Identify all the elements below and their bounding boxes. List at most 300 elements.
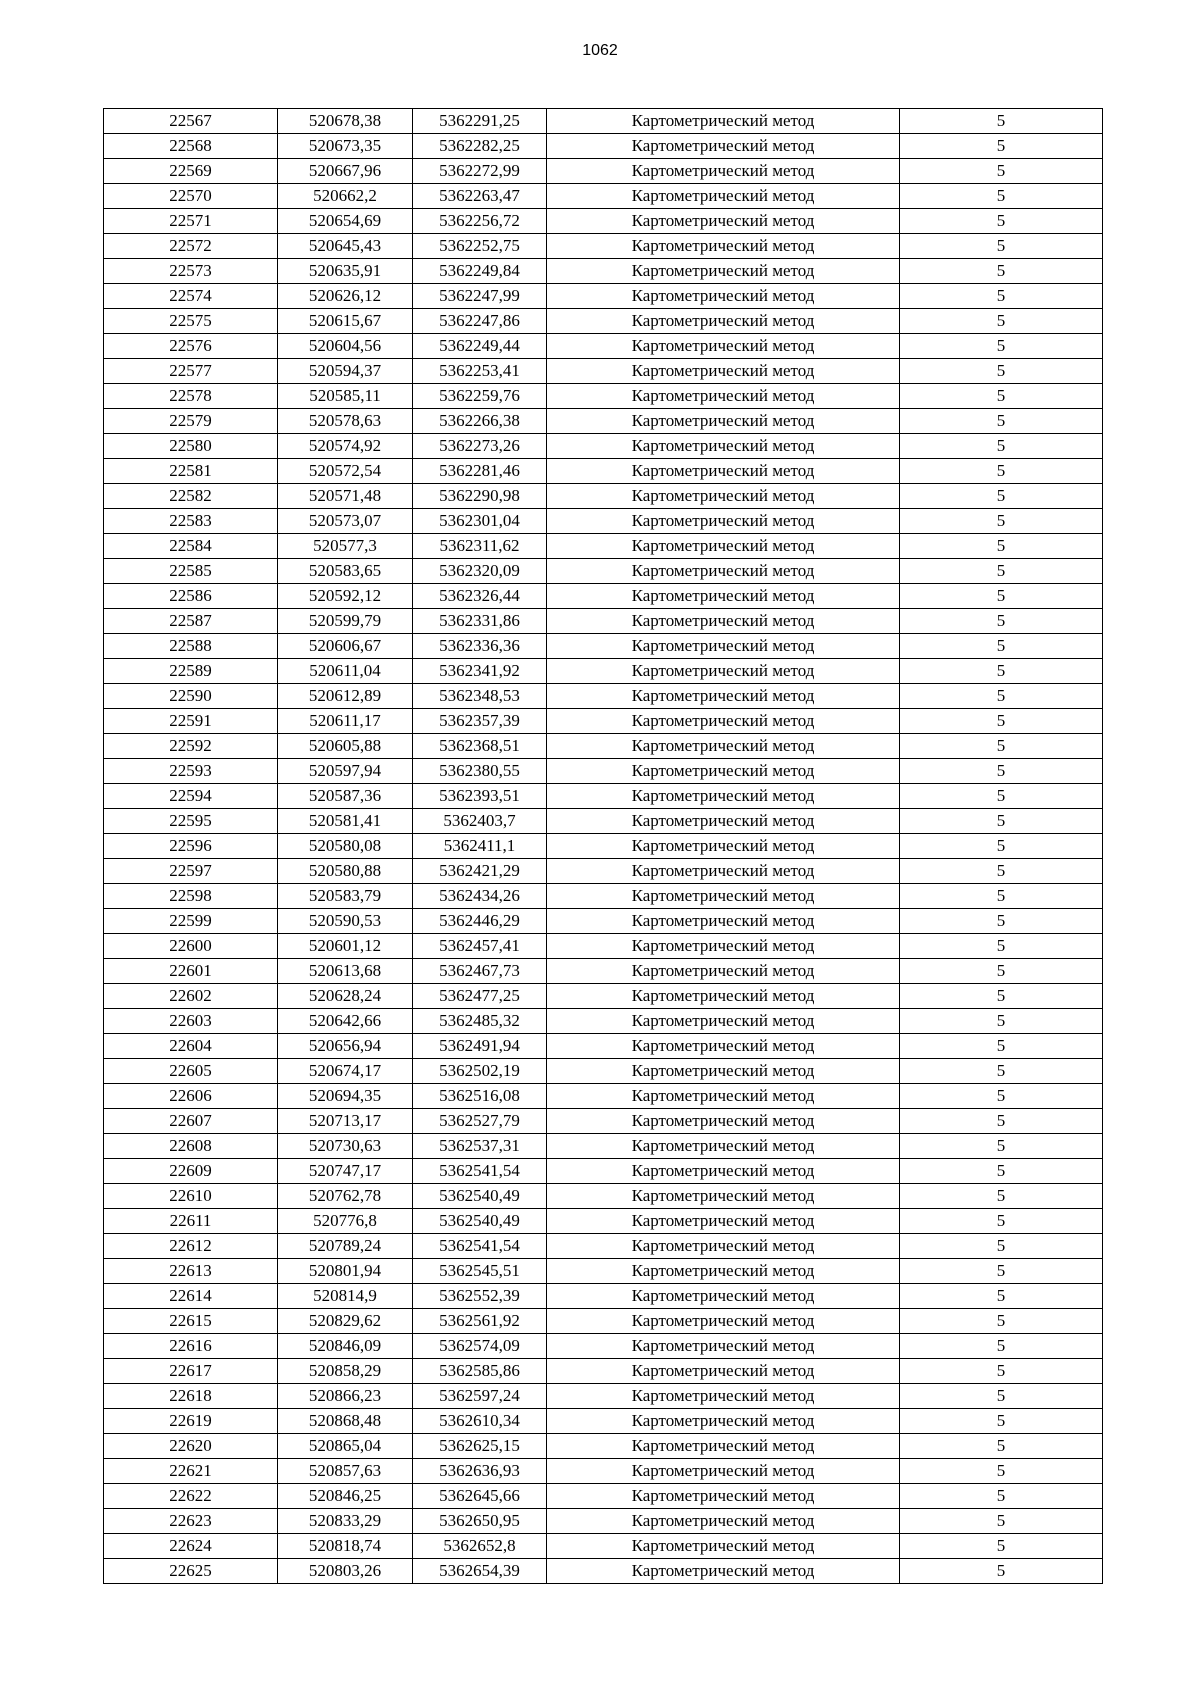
accuracy-cell: 5 [900,1434,1103,1459]
y-coordinate-cell: 5362650,95 [413,1509,547,1534]
x-coordinate-cell: 520673,35 [278,134,413,159]
x-coordinate-cell: 520829,62 [278,1309,413,1334]
table-row [104,1484,1103,1509]
method-cell: Картометрический метод [547,959,900,984]
y-coordinate-cell: 5362341,92 [413,659,547,684]
table-row [104,759,1103,784]
method-cell: Картометрический метод [547,234,900,259]
y-coordinate-cell: 5362282,25 [413,134,547,159]
y-coordinate-cell: 5362541,54 [413,1159,547,1184]
x-coordinate-cell: 520605,88 [278,734,413,759]
accuracy-cell: 5 [900,284,1103,309]
point-number-cell: 22605 [104,1059,278,1084]
table-row [104,1284,1103,1309]
method-cell: Картометрический метод [547,209,900,234]
y-coordinate-cell: 5362545,51 [413,1259,547,1284]
point-number-cell: 22623 [104,1509,278,1534]
y-coordinate-cell: 5362301,04 [413,509,547,534]
x-coordinate-cell: 520662,2 [278,184,413,209]
accuracy-cell: 5 [900,1109,1103,1134]
method-cell: Картометрический метод [547,1509,900,1534]
point-number-cell: 22579 [104,409,278,434]
method-cell: Картометрический метод [547,409,900,434]
x-coordinate-cell: 520654,69 [278,209,413,234]
accuracy-cell: 5 [900,134,1103,159]
point-number-cell: 22614 [104,1284,278,1309]
accuracy-cell: 5 [900,1459,1103,1484]
table-row [104,734,1103,759]
table-row [104,1409,1103,1434]
y-coordinate-cell: 5362467,73 [413,959,547,984]
point-number-cell: 22625 [104,1559,278,1584]
coordinates-table [103,108,1103,1584]
x-coordinate-cell: 520599,79 [278,609,413,634]
y-coordinate-cell: 5362411,1 [413,834,547,859]
method-cell: Картометрический метод [547,459,900,484]
y-coordinate-cell: 5362380,55 [413,759,547,784]
accuracy-cell: 5 [900,959,1103,984]
table-row [104,234,1103,259]
point-number-cell: 22603 [104,1009,278,1034]
x-coordinate-cell: 520833,29 [278,1509,413,1534]
method-cell: Картометрический метод [547,259,900,284]
y-coordinate-cell: 5362446,29 [413,909,547,934]
table-row [104,1084,1103,1109]
x-coordinate-cell: 520866,23 [278,1384,413,1409]
table-row [104,1534,1103,1559]
accuracy-cell: 5 [900,1284,1103,1309]
method-cell: Картометрический метод [547,759,900,784]
y-coordinate-cell: 5362348,53 [413,684,547,709]
x-coordinate-cell: 520577,3 [278,534,413,559]
point-number-cell: 22599 [104,909,278,934]
table-row [104,1359,1103,1384]
method-cell: Картометрический метод [547,1259,900,1284]
x-coordinate-cell: 520578,63 [278,409,413,434]
table-row [104,709,1103,734]
point-number-cell: 22620 [104,1434,278,1459]
method-cell: Картометрический метод [547,559,900,584]
table-row [104,909,1103,934]
point-number-cell: 22578 [104,384,278,409]
y-coordinate-cell: 5362421,29 [413,859,547,884]
accuracy-cell: 5 [900,1184,1103,1209]
point-number-cell: 22567 [104,109,278,134]
table-row [104,109,1103,134]
x-coordinate-cell: 520858,29 [278,1359,413,1384]
point-number-cell: 22593 [104,759,278,784]
point-number-cell: 22585 [104,559,278,584]
accuracy-cell: 5 [900,1509,1103,1534]
method-cell: Картометрический метод [547,584,900,609]
method-cell: Картометрический метод [547,1484,900,1509]
point-number-cell: 22613 [104,1259,278,1284]
x-coordinate-cell: 520730,63 [278,1134,413,1159]
y-coordinate-cell: 5362263,47 [413,184,547,209]
point-number-cell: 22583 [104,509,278,534]
accuracy-cell: 5 [900,1534,1103,1559]
accuracy-cell: 5 [900,784,1103,809]
accuracy-cell: 5 [900,259,1103,284]
accuracy-cell: 5 [900,1134,1103,1159]
x-coordinate-cell: 520604,56 [278,334,413,359]
method-cell: Картометрический метод [547,684,900,709]
x-coordinate-cell: 520571,48 [278,484,413,509]
method-cell: Картометрический метод [547,909,900,934]
y-coordinate-cell: 5362485,32 [413,1009,547,1034]
method-cell: Картометрический метод [547,1384,900,1409]
x-coordinate-cell: 520801,94 [278,1259,413,1284]
accuracy-cell: 5 [900,659,1103,684]
point-number-cell: 22582 [104,484,278,509]
y-coordinate-cell: 5362434,26 [413,884,547,909]
table-row [104,484,1103,509]
y-coordinate-cell: 5362610,34 [413,1409,547,1434]
y-coordinate-cell: 5362253,41 [413,359,547,384]
method-cell: Картометрический метод [547,659,900,684]
accuracy-cell: 5 [900,1084,1103,1109]
accuracy-cell: 5 [900,859,1103,884]
x-coordinate-cell: 520613,68 [278,959,413,984]
table-row [104,1209,1103,1234]
accuracy-cell: 5 [900,534,1103,559]
accuracy-cell: 5 [900,309,1103,334]
point-number-cell: 22604 [104,1034,278,1059]
point-number-cell: 22595 [104,809,278,834]
table-row [104,434,1103,459]
table-row [104,1059,1103,1084]
x-coordinate-cell: 520747,17 [278,1159,413,1184]
x-coordinate-cell: 520713,17 [278,1109,413,1134]
accuracy-cell: 5 [900,1559,1103,1584]
table-row [104,859,1103,884]
table-row [104,1434,1103,1459]
y-coordinate-cell: 5362527,79 [413,1109,547,1134]
point-number-cell: 22610 [104,1184,278,1209]
x-coordinate-cell: 520583,65 [278,559,413,584]
method-cell: Картометрический метод [547,1359,900,1384]
y-coordinate-cell: 5362561,92 [413,1309,547,1334]
method-cell: Картометрический метод [547,1309,900,1334]
accuracy-cell: 5 [900,1259,1103,1284]
method-cell: Картометрический метод [547,309,900,334]
accuracy-cell: 5 [900,634,1103,659]
table-row [104,409,1103,434]
accuracy-cell: 5 [900,359,1103,384]
x-coordinate-cell: 520846,09 [278,1334,413,1359]
y-coordinate-cell: 5362552,39 [413,1284,547,1309]
method-cell: Картометрический метод [547,1109,900,1134]
y-coordinate-cell: 5362256,72 [413,209,547,234]
y-coordinate-cell: 5362249,84 [413,259,547,284]
table-row [104,384,1103,409]
y-coordinate-cell: 5362272,99 [413,159,547,184]
method-cell: Картометрический метод [547,984,900,1009]
accuracy-cell: 5 [900,184,1103,209]
accuracy-cell: 5 [900,834,1103,859]
y-coordinate-cell: 5362516,08 [413,1084,547,1109]
method-cell: Картометрический метод [547,1009,900,1034]
x-coordinate-cell: 520868,48 [278,1409,413,1434]
x-coordinate-cell: 520615,67 [278,309,413,334]
point-number-cell: 22591 [104,709,278,734]
x-coordinate-cell: 520846,25 [278,1484,413,1509]
accuracy-cell: 5 [900,234,1103,259]
accuracy-cell: 5 [900,1209,1103,1234]
table-row [104,284,1103,309]
x-coordinate-cell: 520601,12 [278,934,413,959]
x-coordinate-cell: 520580,08 [278,834,413,859]
point-number-cell: 22576 [104,334,278,359]
x-coordinate-cell: 520606,67 [278,634,413,659]
point-number-cell: 22611 [104,1209,278,1234]
y-coordinate-cell: 5362537,31 [413,1134,547,1159]
accuracy-cell: 5 [900,1484,1103,1509]
x-coordinate-cell: 520574,92 [278,434,413,459]
point-number-cell: 22608 [104,1134,278,1159]
x-coordinate-cell: 520628,24 [278,984,413,1009]
y-coordinate-cell: 5362252,75 [413,234,547,259]
method-cell: Картометрический метод [547,1534,900,1559]
x-coordinate-cell: 520635,91 [278,259,413,284]
page-number: 1062 [582,42,618,59]
table-row [104,259,1103,284]
table-row [104,334,1103,359]
y-coordinate-cell: 5362477,25 [413,984,547,1009]
accuracy-cell: 5 [900,734,1103,759]
table-row [104,609,1103,634]
point-number-cell: 22580 [104,434,278,459]
point-number-cell: 22622 [104,1484,278,1509]
x-coordinate-cell: 520674,17 [278,1059,413,1084]
accuracy-cell: 5 [900,809,1103,834]
y-coordinate-cell: 5362311,62 [413,534,547,559]
table-row [104,884,1103,909]
table-row [104,1109,1103,1134]
y-coordinate-cell: 5362654,39 [413,1559,547,1584]
x-coordinate-cell: 520572,54 [278,459,413,484]
x-coordinate-cell: 520762,78 [278,1184,413,1209]
y-coordinate-cell: 5362540,49 [413,1184,547,1209]
method-cell: Картометрический метод [547,1059,900,1084]
method-cell: Картометрический метод [547,359,900,384]
x-coordinate-cell: 520573,07 [278,509,413,534]
y-coordinate-cell: 5362625,15 [413,1434,547,1459]
table-row [104,659,1103,684]
table-row [104,534,1103,559]
point-number-cell: 22612 [104,1234,278,1259]
accuracy-cell: 5 [900,384,1103,409]
accuracy-cell: 5 [900,409,1103,434]
accuracy-cell: 5 [900,559,1103,584]
point-number-cell: 22600 [104,934,278,959]
accuracy-cell: 5 [900,1309,1103,1334]
point-number-cell: 22577 [104,359,278,384]
x-coordinate-cell: 520626,12 [278,284,413,309]
table-row [104,134,1103,159]
table-row [104,1309,1103,1334]
y-coordinate-cell: 5362326,44 [413,584,547,609]
accuracy-cell: 5 [900,209,1103,234]
x-coordinate-cell: 520803,26 [278,1559,413,1584]
method-cell: Картометрический метод [547,134,900,159]
accuracy-cell: 5 [900,909,1103,934]
table-row [104,959,1103,984]
method-cell: Картометрический метод [547,859,900,884]
table-row [104,1234,1103,1259]
point-number-cell: 22571 [104,209,278,234]
method-cell: Картометрический метод [547,384,900,409]
table-row [104,584,1103,609]
table-row [104,1509,1103,1534]
point-number-cell: 22606 [104,1084,278,1109]
point-number-cell: 22589 [104,659,278,684]
point-number-cell: 22575 [104,309,278,334]
point-number-cell: 22617 [104,1359,278,1384]
method-cell: Картометрический метод [547,784,900,809]
accuracy-cell: 5 [900,434,1103,459]
point-number-cell: 22597 [104,859,278,884]
table-row [104,1184,1103,1209]
point-number-cell: 22619 [104,1409,278,1434]
x-coordinate-cell: 520678,38 [278,109,413,134]
x-coordinate-cell: 520583,79 [278,884,413,909]
y-coordinate-cell: 5362247,99 [413,284,547,309]
y-coordinate-cell: 5362368,51 [413,734,547,759]
method-cell: Картометрический метод [547,1284,900,1309]
point-number-cell: 22609 [104,1159,278,1184]
x-coordinate-cell: 520865,04 [278,1434,413,1459]
y-coordinate-cell: 5362266,38 [413,409,547,434]
x-coordinate-cell: 520581,41 [278,809,413,834]
table-row [104,1384,1103,1409]
point-number-cell: 22624 [104,1534,278,1559]
accuracy-cell: 5 [900,334,1103,359]
method-cell: Картометрический метод [547,1184,900,1209]
table-row [104,1134,1103,1159]
y-coordinate-cell: 5362645,66 [413,1484,547,1509]
table-row [104,1459,1103,1484]
accuracy-cell: 5 [900,509,1103,534]
x-coordinate-cell: 520594,37 [278,359,413,384]
x-coordinate-cell: 520645,43 [278,234,413,259]
accuracy-cell: 5 [900,459,1103,484]
method-cell: Картометрический метод [547,884,900,909]
accuracy-cell: 5 [900,1034,1103,1059]
accuracy-cell: 5 [900,984,1103,1009]
accuracy-cell: 5 [900,159,1103,184]
point-number-cell: 22588 [104,634,278,659]
y-coordinate-cell: 5362331,86 [413,609,547,634]
method-cell: Картометрический метод [547,184,900,209]
x-coordinate-cell: 520580,88 [278,859,413,884]
method-cell: Картометрический метод [547,1434,900,1459]
method-cell: Картометрический метод [547,509,900,534]
point-number-cell: 22590 [104,684,278,709]
y-coordinate-cell: 5362393,51 [413,784,547,809]
y-coordinate-cell: 5362540,49 [413,1209,547,1234]
method-cell: Картометрический метод [547,709,900,734]
table-row [104,684,1103,709]
y-coordinate-cell: 5362636,93 [413,1459,547,1484]
point-number-cell: 22616 [104,1334,278,1359]
point-number-cell: 22586 [104,584,278,609]
accuracy-cell: 5 [900,884,1103,909]
y-coordinate-cell: 5362281,46 [413,459,547,484]
y-coordinate-cell: 5362597,24 [413,1384,547,1409]
method-cell: Картометрический метод [547,1134,900,1159]
method-cell: Картометрический метод [547,334,900,359]
table-row [104,984,1103,1009]
table-row [104,934,1103,959]
point-number-cell: 22572 [104,234,278,259]
table-row [104,1034,1103,1059]
y-coordinate-cell: 5362491,94 [413,1034,547,1059]
method-cell: Картометрический метод [547,1159,900,1184]
method-cell: Картометрический метод [547,1209,900,1234]
table-row [104,159,1103,184]
y-coordinate-cell: 5362320,09 [413,559,547,584]
x-coordinate-cell: 520814,9 [278,1284,413,1309]
point-number-cell: 22601 [104,959,278,984]
method-cell: Картометрический метод [547,934,900,959]
method-cell: Картометрический метод [547,1409,900,1434]
point-number-cell: 22596 [104,834,278,859]
method-cell: Картометрический метод [547,434,900,459]
table-row [104,559,1103,584]
table-row [104,1009,1103,1034]
point-number-cell: 22621 [104,1459,278,1484]
method-cell: Картометрический метод [547,809,900,834]
accuracy-cell: 5 [900,1234,1103,1259]
method-cell: Картометрический метод [547,734,900,759]
method-cell: Картометрический метод [547,1234,900,1259]
y-coordinate-cell: 5362249,44 [413,334,547,359]
point-number-cell: 22594 [104,784,278,809]
y-coordinate-cell: 5362585,86 [413,1359,547,1384]
accuracy-cell: 5 [900,1409,1103,1434]
x-coordinate-cell: 520656,94 [278,1034,413,1059]
accuracy-cell: 5 [900,1059,1103,1084]
x-coordinate-cell: 520857,63 [278,1459,413,1484]
table-row [104,359,1103,384]
accuracy-cell: 5 [900,709,1103,734]
point-number-cell: 22587 [104,609,278,634]
y-coordinate-cell: 5362336,36 [413,634,547,659]
y-coordinate-cell: 5362290,98 [413,484,547,509]
x-coordinate-cell: 520597,94 [278,759,413,784]
method-cell: Картометрический метод [547,534,900,559]
method-cell: Картометрический метод [547,634,900,659]
point-number-cell: 22568 [104,134,278,159]
accuracy-cell: 5 [900,1009,1103,1034]
point-number-cell: 22607 [104,1109,278,1134]
table-row [104,459,1103,484]
accuracy-cell: 5 [900,1359,1103,1384]
point-number-cell: 22569 [104,159,278,184]
method-cell: Картометрический метод [547,1084,900,1109]
accuracy-cell: 5 [900,584,1103,609]
x-coordinate-cell: 520776,8 [278,1209,413,1234]
accuracy-cell: 5 [900,484,1103,509]
accuracy-cell: 5 [900,1334,1103,1359]
point-number-cell: 22584 [104,534,278,559]
x-coordinate-cell: 520694,35 [278,1084,413,1109]
table-row [104,184,1103,209]
point-number-cell: 22573 [104,259,278,284]
x-coordinate-cell: 520587,36 [278,784,413,809]
y-coordinate-cell: 5362247,86 [413,309,547,334]
